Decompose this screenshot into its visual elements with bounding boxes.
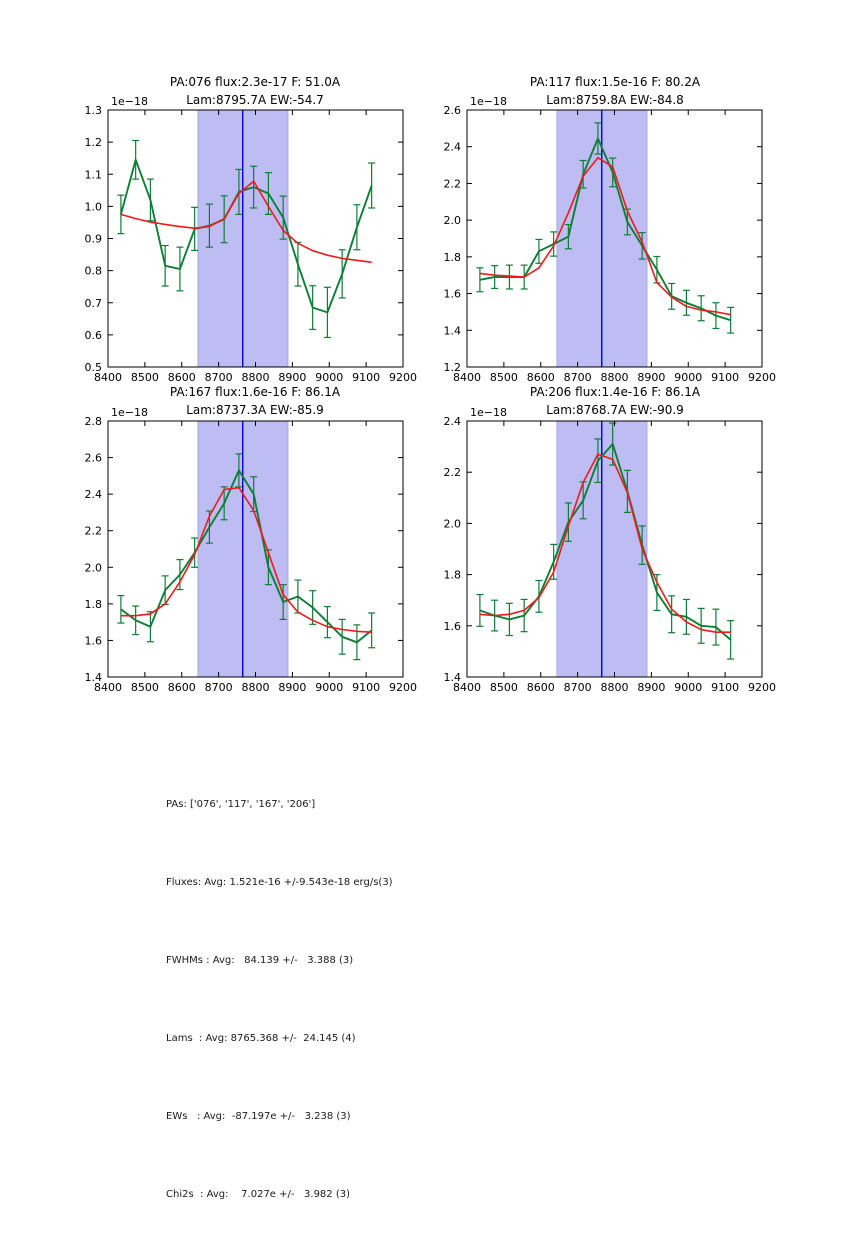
y-tick-label: 2.6 [443,104,461,117]
x-tick-label: 9100 [711,371,740,384]
subplot-title-line2: Lam:8759.8A EW:-84.8 [546,93,684,107]
y-axis-offset-label: 1e−18 [470,95,507,108]
subplot-title-line2: Lam:8795.7A EW:-54.7 [186,93,324,107]
x-tick-label: 8500 [130,681,159,694]
y-tick-label: 2.4 [443,415,461,428]
x-tick-label: 8600 [526,681,555,694]
x-tick-label: 8700 [563,681,592,694]
x-tick-label: 8900 [278,681,307,694]
subplot-title-line2: Lam:8737.3A EW:-85.9 [186,403,324,417]
y-tick-label: 2.8 [84,415,102,428]
y-tick-label: 2.0 [443,517,461,531]
subplot-title-pa076 [105,73,405,109]
subplot-title-line1: PA:167 flux:1.6e-16 F: 86.1A [169,385,341,399]
y-tick-label: 1.2 [443,361,461,374]
y-axis-offset-label: 1e−18 [111,95,148,108]
subplot-title-pa117 [465,73,765,109]
summary-line-chi2s: Chi2s : Avg: 7.027e +/- 3.982 (3) [166,1189,351,1200]
y-tick-label: 0.6 [84,328,102,342]
x-tick-label: 9200 [389,681,417,694]
y-tick-label: 2.2 [443,466,461,480]
x-tick-label: 9000 [674,371,703,384]
x-tick-label: 9200 [748,371,776,384]
y-tick-label: 2.4 [443,140,461,154]
x-tick-label: 8400 [453,371,481,384]
y-tick-label: 2.6 [84,451,102,465]
x-tick-label: 8900 [637,371,666,384]
x-tick-label: 8800 [241,371,270,384]
y-tick-label: 1.8 [443,568,461,582]
x-tick-label: 9000 [674,681,703,694]
y-tick-label: 2.0 [84,561,102,575]
y-tick-label: 1.2 [84,136,102,150]
x-tick-label: 9200 [748,681,776,694]
y-tick-label: 1.6 [443,287,461,301]
x-tick-label: 9000 [315,681,344,694]
x-tick-label: 8800 [600,371,629,384]
x-tick-label: 9100 [711,681,740,694]
x-tick-label: 9200 [389,371,417,384]
x-tick-label: 8600 [526,371,555,384]
summary-statistics-block [166,740,393,1234]
summary-line-pas: PAs: ['076', '117', '167', '206'] [166,799,316,810]
x-tick-label: 8800 [241,681,270,694]
subplot-title-line2: Lam:8768.7A EW:-90.9 [546,403,684,417]
subplot-pa076 [85,104,418,384]
x-tick-label: 9000 [315,371,344,384]
x-tick-label: 8900 [278,371,307,384]
x-tick-label: 8700 [204,681,233,694]
x-tick-label: 8800 [600,681,629,694]
x-tick-label: 8400 [94,681,122,694]
subplot-title-line1: PA:076 flux:2.3e-17 F: 51.0A [169,75,341,89]
x-tick-label: 8900 [637,681,666,694]
subplot-pa167 [85,415,418,694]
subplot-title-pa206 [465,383,765,419]
y-tick-label: 1.8 [84,597,102,611]
x-tick-label: 8500 [489,681,518,694]
y-tick-label: 0.7 [84,296,102,310]
summary-line-fwhms: FWHMs : Avg: 84.139 +/- 3.388 (3) [166,955,354,966]
x-tick-label: 8600 [167,371,196,384]
x-tick-label: 8500 [130,371,159,384]
subplot-title-pa167 [105,383,405,419]
x-tick-label: 9100 [352,681,381,694]
y-tick-label: 1.1 [84,168,102,182]
y-tick-label: 1.4 [84,671,102,684]
x-tick-label: 9100 [352,371,381,384]
subplot-pa206 [444,415,777,694]
x-tick-label: 8500 [489,371,518,384]
summary-line-fluxes: Fluxes: Avg: 1.521e-16 +/-9.543e-18 erg/s(3) [166,877,393,888]
y-tick-label: 1.4 [443,324,461,338]
summary-line-ews: EWs : Avg: -87.197e +/- 3.238 (3) [166,1111,351,1122]
y-tick-label: 1.3 [84,104,102,117]
y-tick-label: 2.0 [443,214,461,228]
x-tick-label: 8600 [167,681,196,694]
summary-line-lams: Lams : Avg: 8765.368 +/- 24.145 (4) [166,1033,356,1044]
y-tick-label: 0.5 [84,361,102,374]
subplot-title-line1: PA:117 flux:1.5e-16 F: 80.2A [529,75,701,89]
y-tick-label: 0.9 [84,232,102,246]
y-tick-label: 1.8 [443,250,461,264]
y-tick-label: 1.6 [443,619,461,633]
x-tick-label: 8700 [563,371,592,384]
y-tick-label: 2.2 [84,524,102,538]
x-tick-label: 8700 [204,371,233,384]
y-axis-offset-label: 1e−18 [111,406,148,419]
y-tick-label: 2.2 [443,177,461,191]
y-tick-label: 1.0 [84,200,102,214]
x-tick-label: 8400 [94,371,122,384]
y-axis-offset-label: 1e−18 [470,406,507,419]
subplot-pa117 [444,104,777,384]
y-tick-label: 1.6 [84,634,102,648]
y-tick-label: 1.4 [443,671,461,684]
y-tick-label: 2.4 [84,488,102,502]
x-tick-label: 8400 [453,681,481,694]
subplot-title-line1: PA:206 flux:1.4e-16 F: 86.1A [529,385,701,399]
y-tick-label: 0.8 [84,264,102,278]
